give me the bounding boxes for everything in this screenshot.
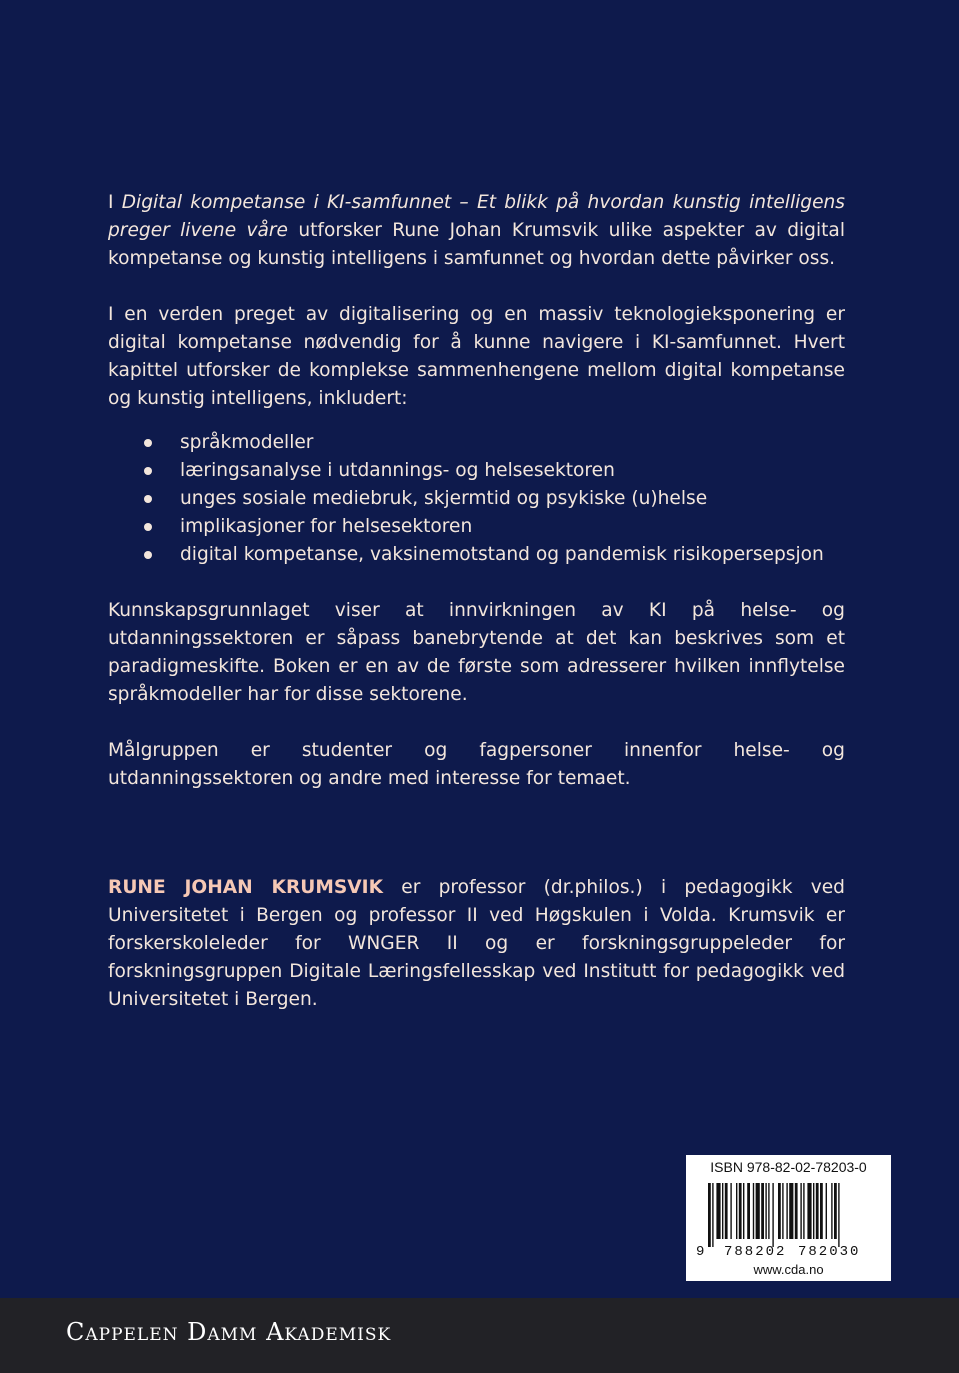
paragraph-knowledge-base: Kunnskapsgrunnlaget viser at innvirkningen av KI på helse- og utdanningssektoren er såpass banebrytende at det kan beskrives som et paradigmeskifte. Boken er en av de første som adresserer hvilken innflytelse språkmodeller har for disse sektorene.: [108, 600, 845, 705]
barcode-bar: [772, 1183, 773, 1247]
barcode-bar: [786, 1183, 787, 1239]
barcode-bar: [831, 1183, 832, 1239]
barcode-bar: [756, 1183, 760, 1239]
barcode-bar: [753, 1183, 754, 1239]
list-item: språkmodeller: [108, 429, 845, 457]
bullet-icon: [144, 495, 152, 503]
barcode-bar: [761, 1183, 764, 1239]
barcode-bar: [716, 1183, 720, 1239]
intro-rest: utforsker Rune Johan Krumsvik ulike aspekter av digital kompetanse og kunstig intelligens i samfunnet og hvordan dette påvirker oss.: [108, 220, 845, 269]
barcode-bar: [838, 1183, 839, 1247]
paragraph-digital-world: I en verden preget av digitalisering og en massiv teknologieksponering er digital kompetanse nødvendig for å kunne navigere i KI-samfunnet. Hvert kapittel utforsker de komplekse sammenhengene mellom digital kompetanse og kunstig intelligens, inkludert:: [108, 304, 845, 409]
barcode-bar: [795, 1183, 798, 1239]
barcode-bar: [816, 1183, 819, 1239]
author-bio-text: er professor (dr.philos.) i pedagogikk ved Universitetet i Bergen og professor II ved Høgskulen i Volda. Krumsvik er forskerskoleleder for WNGER II og er forskningsgruppeleder for forskningsgruppen Digitale Læringsfellesskap ved Institutt for pedagogikk ved Universitetet i Bergen.: [108, 877, 845, 1010]
author-name: RUNE JOHAN KRUMSVIK: [108, 877, 383, 898]
barcode-bar: [834, 1183, 837, 1239]
barcode-bar: [768, 1183, 769, 1239]
barcode-bar: [800, 1183, 801, 1239]
barcode-bar: [765, 1183, 766, 1239]
barcode-bar: [725, 1183, 728, 1239]
barcode-bar: [730, 1183, 731, 1239]
bullet-icon: [144, 523, 152, 531]
back-cover-text: [108, 189, 845, 793]
list-item: digital kompetanse, vaksinemotstand og pandemisk risikopersepsjon: [108, 541, 845, 569]
barcode-bar: [739, 1183, 742, 1239]
intro-paragraph: [108, 189, 845, 273]
barcode-bar: [789, 1183, 793, 1239]
barcode-bar: [813, 1183, 814, 1239]
barcode-bar: [820, 1183, 823, 1239]
isbn-label: ISBN 978-82-02-78203-0: [710, 1159, 867, 1175]
barcode-digits-group1: 788202: [724, 1244, 787, 1257]
intro-prefix: I: [108, 192, 122, 213]
barcode-bar: [778, 1183, 781, 1239]
barcode-icon: [694, 1181, 883, 1257]
book-title-italic: Digital kompetanse i KI-samfunnet – Et blikk på hvordan kunstig intelligens preger livene våre: [108, 192, 845, 241]
bullet-icon: [144, 439, 152, 447]
barcode-bar: [826, 1183, 827, 1239]
barcode-bar: [747, 1183, 750, 1239]
isbn-barcode-box: [686, 1155, 891, 1281]
bullet-icon: [144, 467, 152, 475]
barcode-bar: [708, 1183, 711, 1247]
list-item: implikasjoner for helsesektoren: [108, 513, 845, 541]
paragraph-target-group: Målgruppen er studenter og fagpersoner innenfor helse- og utdanningssektoren og andre med interesse for temaet.: [108, 740, 845, 789]
barcode-digit-first: 9: [696, 1244, 705, 1257]
barcode-bar: [803, 1183, 804, 1239]
list-item: læringsanalyse i utdannings- og helsesektoren: [108, 457, 845, 485]
barcode-bar: [743, 1183, 744, 1239]
barcode-bar: [722, 1183, 723, 1239]
bullet-icon: [144, 551, 152, 559]
list-item: unges sosiale mediebruk, skjermtid og psykiske (u)helse: [108, 485, 845, 513]
barcode-bar: [782, 1183, 783, 1239]
barcode-digits-group2: 782030: [798, 1244, 861, 1257]
barcode-bar: [736, 1183, 737, 1239]
publisher-logo: Cappelen Damm Akademisk: [66, 1318, 392, 1346]
topic-list: [108, 429, 845, 569]
publisher-website: www.cda.no: [753, 1262, 824, 1277]
barcode-bar: [807, 1183, 811, 1239]
barcode-bar: [712, 1183, 713, 1247]
author-bio: [108, 874, 845, 1014]
